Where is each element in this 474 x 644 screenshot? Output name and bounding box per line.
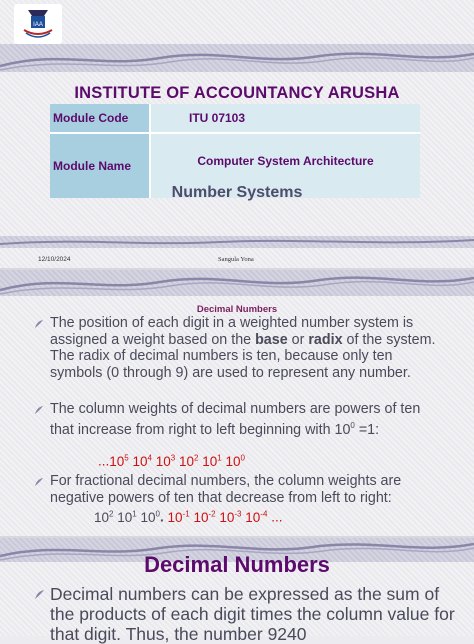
term-radix: radix (308, 331, 343, 348)
bullet-text: or (287, 331, 309, 348)
bullet-text: Decimal numbers can be expressed as the sum of the products of each digit times the column value for that digit. Thus, the number 9240 (50, 584, 455, 644)
module-name-label: Module Name (50, 133, 150, 198)
decor-band-top (0, 44, 474, 72)
slide-title: Decimal Numbers (144, 552, 330, 577)
module-code-label: Module Code (50, 104, 150, 133)
list-item (36, 315, 444, 381)
list-item (36, 473, 444, 506)
power: $10^0$ (140, 509, 160, 525)
power: $10^{-4}$ (245, 509, 268, 525)
power: $10^2$ (94, 509, 114, 525)
power: $10^3$ (155, 453, 176, 469)
list-item (36, 584, 466, 644)
footer-author: Sangula Yona (218, 256, 254, 263)
bullet-text: The position of each digit in a weighted number system is assigned a weight based on the (50, 315, 414, 348)
ellipsis: ... (98, 453, 110, 469)
module-code-value: ITU 07103 (150, 104, 420, 133)
slide-heading: Decimal Numbers (196, 304, 278, 315)
power: $10^1$ (202, 453, 222, 469)
decor-band-top (0, 270, 474, 296)
module-name-value: Computer System Architecture (150, 133, 420, 198)
fractional-powers-line (94, 509, 282, 525)
positive-powers-line (98, 453, 245, 469)
feather-bullet-icon (34, 477, 44, 487)
slide-subtitle: Number Systems (171, 184, 303, 201)
power: $10^2$ (179, 453, 199, 469)
power: $10^{-2}$ (193, 509, 216, 525)
logo-text: IAA (33, 22, 43, 28)
feather-bullet-icon (34, 319, 44, 329)
superscript: 0 (350, 420, 355, 430)
bullet-text: For fractional decimal numbers, the column weights are negative powers of ten that decrease from left to right: (50, 473, 402, 506)
institution-title: INSTITUTE OF ACCOUNTANCY ARUSHA (74, 84, 400, 102)
slide-title (0, 0, 474, 268)
power: $10^{-3}$ (219, 509, 242, 525)
bullet-text: of the system. The radix of decimal numbers is ten, because only ten symbols (0 through 9) are used to represent any number. (50, 331, 436, 381)
ellipsis: ... (271, 509, 283, 525)
bullet-text: =1: (354, 421, 380, 438)
institution-logo (14, 4, 62, 44)
table-row (50, 104, 420, 133)
feather-bullet-icon (34, 405, 44, 415)
feather-bullet-icon (34, 589, 45, 600)
term-base: base (255, 331, 288, 348)
power: $10^0$ (225, 453, 245, 469)
bullet-text: The column weights of decimal numbers are powers of ten that increase from right to left beginning with 10 (50, 401, 421, 438)
list-item (36, 401, 444, 438)
decor-band-bottom (0, 236, 474, 248)
power: $10^{-1}$ (167, 509, 190, 525)
footer-date: 12/10/2024 (38, 256, 71, 263)
decimal-point: . (159, 509, 164, 525)
power: $10^5$ (109, 453, 129, 469)
power: $10^4$ (132, 453, 152, 469)
power: $10^1$ (117, 509, 137, 525)
